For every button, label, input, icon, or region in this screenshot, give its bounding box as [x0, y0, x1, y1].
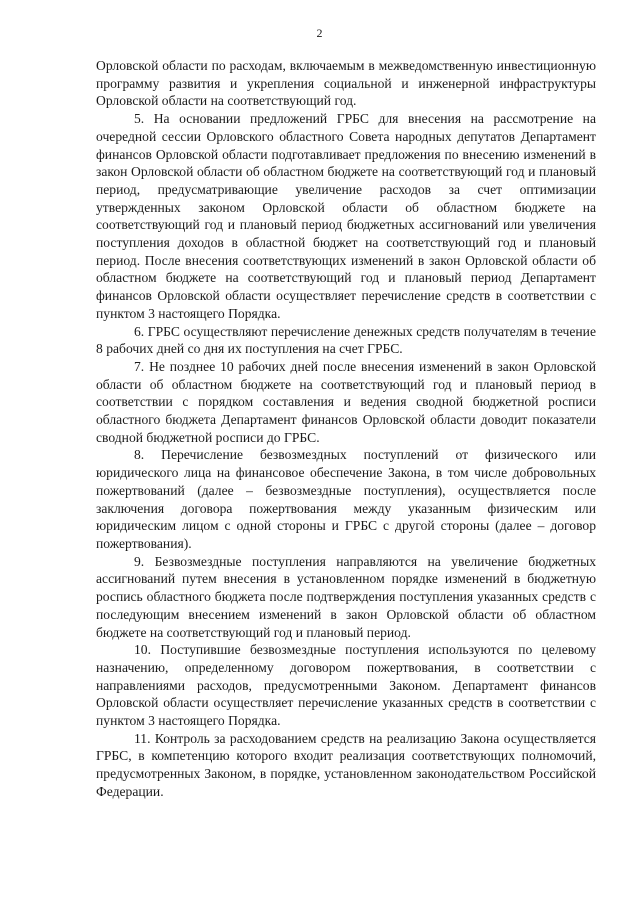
paragraph-item-10: 10. Поступившие безвозмездные поступления используются по целевому назначению, определенному договором пожертвования, в соответствии с направлениями расходов, предусмотренными Законом. Департамент финансов Орловской области осуществляет перечисление указанных средств в соответствии с пунктом 3 настоящего Порядка. — [96, 642, 596, 729]
paragraph-continuation: Орловской области по расходам, включаемым в межведомственную инвестиционную программу развития и укрепления социальной и инженерной инфраструктуры Орловской области на соответствующий год. — [96, 58, 596, 109]
paragraph-item-5: 5. На основании предложений ГРБС для внесения на рассмотрение на очередной сессии Орловского областного Совета народных депутатов Департамент финансов Орловской области подготавливает предложения по внесению изменений в закон Орловской области об областном бюджете на соответствующий год и плановый период, предусматривающие увеличение расходов за счет оптимизации утвержденных законом Орловской области об областном бюджете на соответствующий год и плановый период бюджетных ассигнований или увеличения поступления доходов в областной бюджет на соответствующий год и плановый период. После внесения соответствующих изменений в закон Орловской области об областном бюджете на соответствующий год и плановый период Департамент финансов Орловской области осуществляет перечисление средств в соответствии с пунктом 3 настоящего Порядка. — [96, 111, 596, 321]
page-number: 2 — [316, 26, 323, 40]
paragraph-item-8: 8. Перечисление безвозмездных поступлений от физического или юридического лица на финансовое обеспечение Закона, в том числе добровольных пожертвований (далее – безвозмездные поступления), осуществляется после заключения договора пожертвования между указанным физическим или юридическим лицом с одной стороны и ГРБС с другой стороны (далее – договор пожертвования). — [96, 447, 596, 551]
paragraph-item-9: 9. Безвозмездные поступления направляются на увеличение бюджетных ассигнований путем внесения в установленном порядке изменений в бюджетную роспись областного бюджета после подтверждения поступления указанных средств с последующим внесением изменений в закон Орловской области об областном бюджете на соответствующий год и плановый период. — [96, 553, 596, 640]
paragraph-item-6: 6. ГРБС осуществляют перечисление денежных средств получателям в течение 8 рабочих дней со дня их поступления на счет ГРБС. — [96, 323, 596, 357]
paragraph-item-11: 11. Контроль за расходованием средств на реализацию Закона осуществляется ГРБС, в компетенцию которого входит реализация соответствующих полномочий, предусмотренных Законом, в порядке, установленном законодательством Российской Федерации. — [96, 730, 596, 799]
document-body — [96, 57, 596, 801]
paragraph-item-7: 7. Не позднее 10 рабочих дней после внесения изменений в закон Орловской области об областном бюджете на соответствующий год и плановый период в соответствии с порядком составления и ведения сводной бюджетной росписи областного бюджета Департамент финансов Орловской области доводит показатели сводной бюджетной росписи до ГРБС. — [96, 358, 596, 445]
